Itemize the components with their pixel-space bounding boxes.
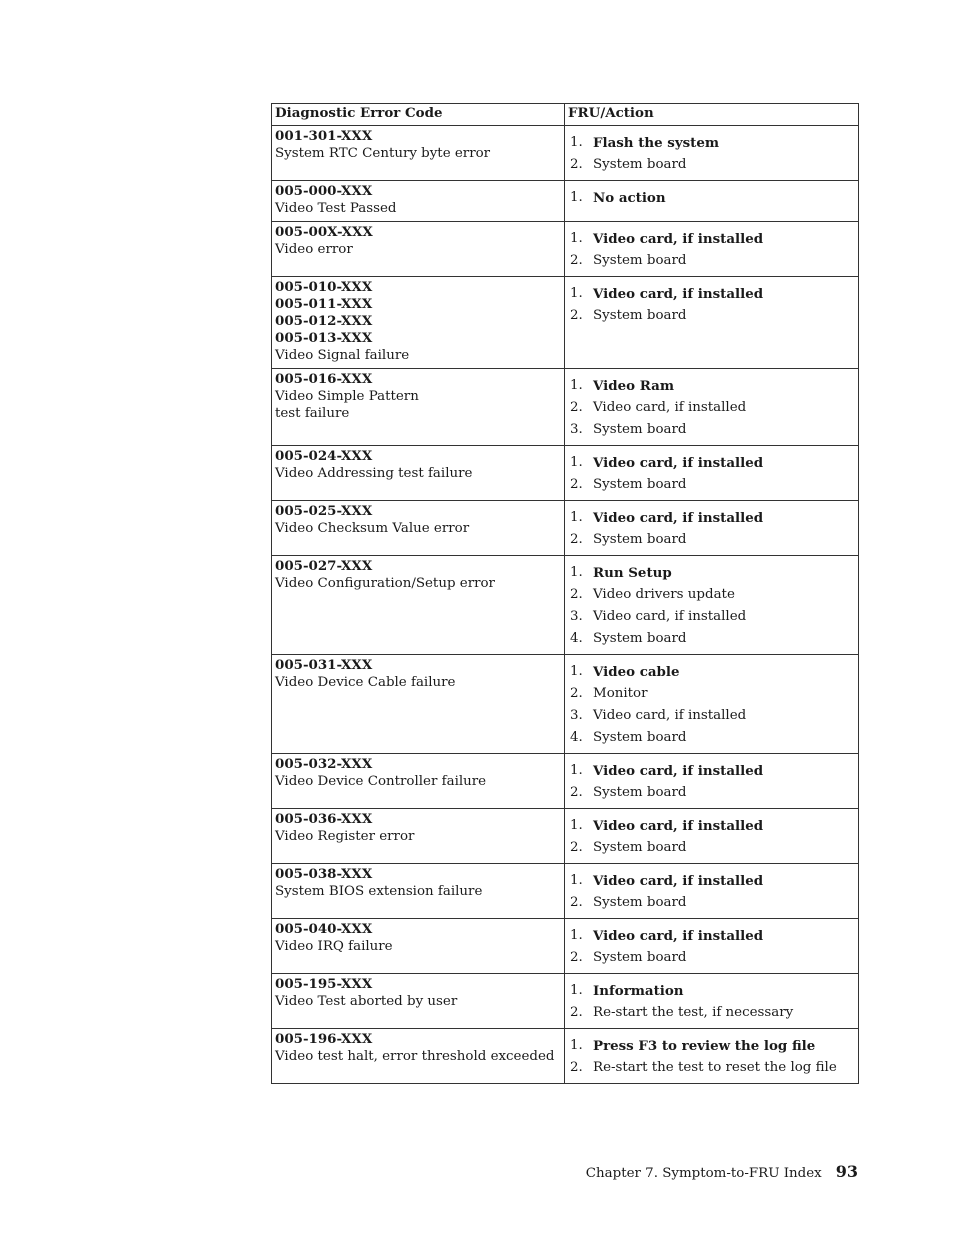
error-description: Video Checksum Value error xyxy=(275,521,470,536)
error-description: Video Simple Pattern xyxy=(275,389,419,404)
action-text: System board xyxy=(593,730,687,745)
error-description: System BIOS extension failure xyxy=(275,884,483,899)
error-description: Video Test aborted by user xyxy=(275,994,458,1009)
error-code: 005-012-XXX xyxy=(275,313,373,329)
error-code-cell xyxy=(272,446,565,501)
error-code-cell xyxy=(272,864,565,919)
action-text: System board xyxy=(593,157,687,172)
action-text: System board xyxy=(593,950,687,965)
action-number: 2. xyxy=(570,532,583,547)
error-code-cell xyxy=(272,754,565,809)
action-number: 1. xyxy=(570,190,583,205)
action-list xyxy=(568,558,855,650)
action-text: Video card, if installed xyxy=(593,400,747,415)
action-number: 2. xyxy=(570,587,583,602)
action-number: 1. xyxy=(570,455,583,470)
error-code: 005-016-XXX xyxy=(275,371,373,387)
fru-table xyxy=(271,103,859,1084)
action-item xyxy=(568,727,855,749)
fru-action-cell xyxy=(565,501,859,556)
action-text: System board xyxy=(593,785,687,800)
error-code: 005-024-XXX xyxy=(275,448,373,464)
action-number: 2. xyxy=(570,308,583,323)
action-item xyxy=(568,305,855,327)
action-text: Video card, if installed xyxy=(593,873,764,889)
action-item xyxy=(568,870,855,892)
action-item xyxy=(568,760,855,782)
fru-action-cell xyxy=(565,126,859,181)
action-item xyxy=(568,925,855,947)
error-description: Video test halt, error threshold exceeded xyxy=(275,1049,555,1064)
fru-action-cell xyxy=(565,919,859,974)
action-item xyxy=(568,1002,855,1024)
action-item xyxy=(568,507,855,529)
action-item xyxy=(568,606,855,628)
action-number: 2. xyxy=(570,477,583,492)
fru-action-cell xyxy=(565,864,859,919)
action-number: 1. xyxy=(570,873,583,888)
action-item xyxy=(568,1057,855,1079)
action-text: Video card, if installed xyxy=(593,231,764,247)
error-code: 005-00X-XXX xyxy=(275,224,373,240)
action-item xyxy=(568,283,855,305)
table-row xyxy=(272,126,859,181)
action-item xyxy=(568,132,855,154)
action-number: 1. xyxy=(570,928,583,943)
action-number: 3. xyxy=(570,609,583,624)
action-item xyxy=(568,837,855,859)
action-item xyxy=(568,661,855,683)
error-description: Video Signal failure xyxy=(275,348,410,363)
action-list xyxy=(568,921,855,969)
action-number: 2. xyxy=(570,895,583,910)
action-text: Video Ram xyxy=(593,378,674,394)
header-fru-action: FRU/Action xyxy=(565,104,859,126)
action-list xyxy=(568,128,855,176)
action-number: 2. xyxy=(570,400,583,415)
action-text: Run Setup xyxy=(593,565,672,581)
action-text: Video card, if installed xyxy=(593,286,764,302)
fru-action-cell xyxy=(565,446,859,501)
action-item xyxy=(568,705,855,727)
table-row xyxy=(272,369,859,446)
action-text: System board xyxy=(593,308,687,323)
chapter-title: Chapter 7. Symptom-to-FRU Index xyxy=(585,1166,822,1181)
table-row xyxy=(272,446,859,501)
action-item xyxy=(568,474,855,496)
error-code-cell xyxy=(272,501,565,556)
error-code: 005-025-XXX xyxy=(275,503,373,519)
error-code: 005-013-XXX xyxy=(275,330,373,346)
action-item xyxy=(568,187,855,209)
action-number: 1. xyxy=(570,378,583,393)
error-code-cell xyxy=(272,655,565,754)
header-error-code: Diagnostic Error Code xyxy=(272,104,565,126)
action-list xyxy=(568,448,855,496)
action-text: Re-start the test to reset the log file xyxy=(593,1060,837,1075)
table-row xyxy=(272,222,859,277)
action-item xyxy=(568,397,855,419)
action-number: 3. xyxy=(570,708,583,723)
action-item xyxy=(568,228,855,250)
action-number: 1. xyxy=(570,135,583,150)
fru-action-cell xyxy=(565,809,859,864)
action-item xyxy=(568,1035,855,1057)
action-list xyxy=(568,1031,855,1079)
action-item xyxy=(568,782,855,804)
action-text: Video cable xyxy=(593,664,680,680)
action-number: 1. xyxy=(570,983,583,998)
error-code: 005-031-XXX xyxy=(275,657,373,673)
error-description: Video Device Cable failure xyxy=(275,675,456,690)
action-item xyxy=(568,562,855,584)
action-number: 1. xyxy=(570,1038,583,1053)
action-text: Video card, if installed xyxy=(593,455,764,471)
error-description: test failure xyxy=(275,406,350,421)
action-item xyxy=(568,628,855,650)
action-text: System board xyxy=(593,477,687,492)
action-number: 2. xyxy=(570,686,583,701)
action-number: 1. xyxy=(570,510,583,525)
action-number: 1. xyxy=(570,664,583,679)
action-text: No action xyxy=(593,190,666,206)
error-code: 005-195-XXX xyxy=(275,976,373,992)
action-number: 3. xyxy=(570,422,583,437)
action-item xyxy=(568,452,855,474)
action-list xyxy=(568,371,855,441)
table-row xyxy=(272,864,859,919)
action-item xyxy=(568,529,855,551)
error-code-cell xyxy=(272,126,565,181)
action-list xyxy=(568,976,855,1024)
error-code-cell xyxy=(272,919,565,974)
fru-action-cell xyxy=(565,222,859,277)
table-row xyxy=(272,754,859,809)
error-code-cell xyxy=(272,369,565,446)
action-text: System board xyxy=(593,253,687,268)
fru-action-cell xyxy=(565,655,859,754)
table-header-row xyxy=(272,104,859,126)
table-body xyxy=(272,126,859,1084)
action-number: 1. xyxy=(570,231,583,246)
table-row xyxy=(272,809,859,864)
action-number: 2. xyxy=(570,157,583,172)
error-description: Video Device Controller failure xyxy=(275,774,487,789)
action-number: 1. xyxy=(570,286,583,301)
action-number: 2. xyxy=(570,785,583,800)
fru-action-cell xyxy=(565,556,859,655)
table-row xyxy=(272,919,859,974)
action-text: Re-start the test, if necessary xyxy=(593,1005,794,1020)
table-row xyxy=(272,277,859,369)
error-code: 005-032-XXX xyxy=(275,756,373,772)
action-item xyxy=(568,947,855,969)
action-item xyxy=(568,892,855,914)
action-number: 2. xyxy=(570,840,583,855)
action-list xyxy=(568,657,855,749)
action-text: Video card, if installed xyxy=(593,763,764,779)
action-number: 2. xyxy=(570,950,583,965)
error-description: Video Addressing test failure xyxy=(275,466,473,481)
action-item xyxy=(568,250,855,272)
action-text: System board xyxy=(593,895,687,910)
action-number: 1. xyxy=(570,565,583,580)
action-item xyxy=(568,375,855,397)
error-description: System RTC Century byte error xyxy=(275,146,491,161)
table-row xyxy=(272,1029,859,1084)
action-text: Information xyxy=(593,983,684,999)
action-text: System board xyxy=(593,422,687,437)
table-row xyxy=(272,974,859,1029)
page-footer xyxy=(586,1161,858,1185)
error-code: 005-196-XXX xyxy=(275,1031,373,1047)
action-text: Video card, if installed xyxy=(593,708,747,723)
action-item xyxy=(568,815,855,837)
action-item xyxy=(568,980,855,1002)
error-description: Video error xyxy=(275,242,353,257)
action-text: Video card, if installed xyxy=(593,928,764,944)
action-text: System board xyxy=(593,532,687,547)
fru-action-cell xyxy=(565,1029,859,1084)
fru-action-cell xyxy=(565,181,859,222)
error-code-cell xyxy=(272,974,565,1029)
error-code: 001-301-XXX xyxy=(275,128,373,144)
table-row xyxy=(272,181,859,222)
error-code-cell xyxy=(272,556,565,655)
fru-action-cell xyxy=(565,974,859,1029)
action-text: System board xyxy=(593,631,687,646)
action-list xyxy=(568,503,855,551)
action-number: 2. xyxy=(570,1060,583,1075)
action-text: Video card, if installed xyxy=(593,818,764,834)
error-description: Video IRQ failure xyxy=(275,939,393,954)
fru-action-cell xyxy=(565,754,859,809)
table-row xyxy=(272,655,859,754)
error-description: Video Configuration/Setup error xyxy=(275,576,495,591)
error-code-cell xyxy=(272,1029,565,1084)
action-item xyxy=(568,683,855,705)
action-text: Flash the system xyxy=(593,135,720,151)
table-row xyxy=(272,556,859,655)
action-number: 4. xyxy=(570,631,583,646)
action-list xyxy=(568,224,855,272)
table-row xyxy=(272,501,859,556)
action-text: Press F3 to review the log file xyxy=(593,1038,816,1054)
action-item xyxy=(568,584,855,606)
action-number: 2. xyxy=(570,253,583,268)
error-code: 005-036-XXX xyxy=(275,811,373,827)
error-code: 005-040-XXX xyxy=(275,921,373,937)
action-item xyxy=(568,419,855,441)
action-list xyxy=(568,811,855,859)
action-text: Video card, if installed xyxy=(593,609,747,624)
error-code: 005-011-XXX xyxy=(275,296,373,312)
error-description: Video Register error xyxy=(275,829,415,844)
error-code: 005-010-XXX xyxy=(275,279,373,295)
page-number: 93 xyxy=(835,1162,858,1181)
error-code: 005-038-XXX xyxy=(275,866,373,882)
action-list xyxy=(568,183,855,209)
error-description: Video Test Passed xyxy=(275,201,397,216)
fru-action-cell xyxy=(565,277,859,369)
action-item xyxy=(568,154,855,176)
error-code-cell xyxy=(272,809,565,864)
error-code-cell xyxy=(272,181,565,222)
action-number: 1. xyxy=(570,818,583,833)
fru-action-cell xyxy=(565,369,859,446)
action-text: Video card, if installed xyxy=(593,510,764,526)
action-text: System board xyxy=(593,840,687,855)
error-code: 005-000-XXX xyxy=(275,183,373,199)
action-list xyxy=(568,279,855,327)
action-list xyxy=(568,866,855,914)
action-text: Monitor xyxy=(593,686,648,701)
error-code-cell xyxy=(272,277,565,369)
error-code-cell xyxy=(272,222,565,277)
action-number: 4. xyxy=(570,730,583,745)
action-text: Video drivers update xyxy=(593,587,735,602)
error-code: 005-027-XXX xyxy=(275,558,373,574)
action-number: 2. xyxy=(570,1005,583,1020)
action-list xyxy=(568,756,855,804)
action-number: 1. xyxy=(570,763,583,778)
